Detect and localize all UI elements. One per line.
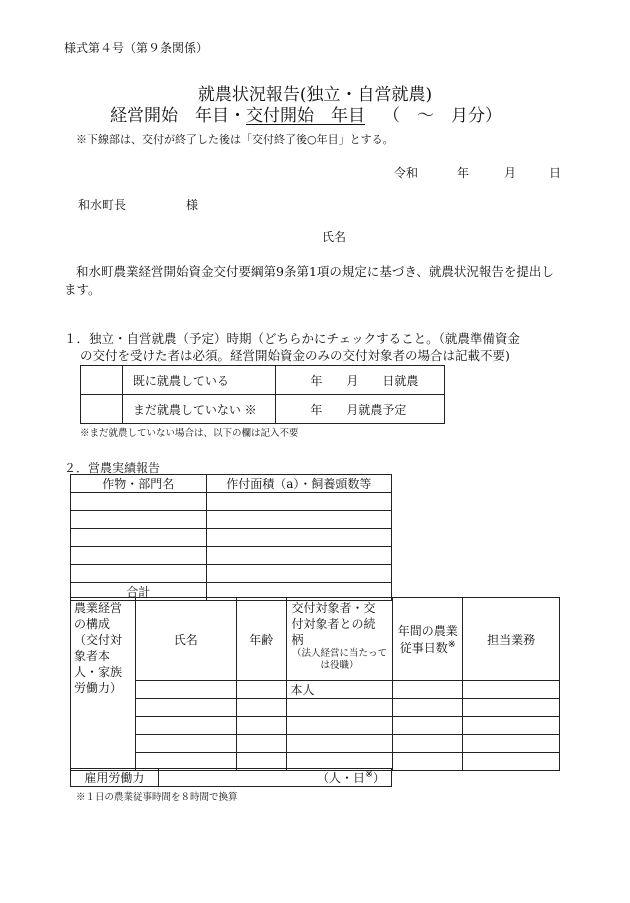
crop-cell[interactable]: [71, 493, 207, 511]
report-title: 就農状況報告(独立・自営就農): [197, 85, 433, 105]
days-cell[interactable]: [393, 681, 463, 699]
days-cell[interactable]: [393, 753, 463, 771]
subtitle-grant-year: 交付開始 年目: [246, 106, 365, 126]
table-row: [71, 717, 560, 735]
table-row: [81, 395, 445, 424]
area-header: 作付面積（a）・飼養頭数等: [206, 475, 391, 493]
duty-cell[interactable]: [463, 717, 560, 735]
date-day[interactable]: 日: [549, 166, 562, 180]
relation-cell[interactable]: [286, 717, 393, 735]
subtitle-months: （ ～ 月分）: [383, 106, 502, 126]
self-label: 本人: [286, 681, 393, 699]
crop-header: 作物・部門名: [71, 475, 207, 493]
name-header: 氏名: [135, 598, 236, 681]
already-farming-label: 既に就農している: [122, 366, 276, 395]
table-header-row: [71, 598, 560, 681]
name-cell[interactable]: [135, 735, 236, 753]
days-cell[interactable]: [393, 735, 463, 753]
farming-start-table: [80, 365, 445, 424]
total-label: 合計: [71, 583, 207, 601]
relation-header-text: 交付対象者・交付対象者との続柄: [291, 601, 376, 647]
hired-unit-mark: ※: [365, 769, 373, 780]
section1-heading: [64, 330, 564, 364]
name-cell[interactable]: [135, 681, 236, 699]
checkbox-already-farming[interactable]: [81, 366, 123, 395]
duty-cell[interactable]: [463, 735, 560, 753]
hired-labor-cell[interactable]: [158, 769, 391, 787]
hired-labor-label: 雇用労働力: [71, 769, 159, 787]
section1-title: １．独立・自営就農（予定）時期（どちらかにチェックすること。（就農準備資金: [64, 331, 520, 346]
crop-cell[interactable]: [71, 547, 207, 565]
footnote: ※１日の農業従事時間を８時間で換算: [76, 792, 238, 803]
table-header-row: [71, 475, 392, 493]
age-cell[interactable]: [236, 699, 286, 717]
form-number: 様式第４号（第９条関係）: [64, 41, 209, 55]
duty-cell[interactable]: [463, 753, 560, 771]
area-cell[interactable]: [206, 529, 391, 547]
body-text: 和水町農業経営開始資金交付要綱第9条第1項の規定に基づき、就農状況報告を提出します。: [64, 264, 554, 297]
duty-header: 担当業務: [463, 598, 560, 681]
table-row: [71, 529, 392, 547]
section1-continuation: の交付を受けた者は必須。経営開始資金のみの交付対象者の場合は記載不要): [80, 348, 510, 363]
checkbox-not-yet-farming[interactable]: [81, 395, 123, 424]
crop-table: [70, 474, 392, 601]
crop-cell[interactable]: [71, 511, 207, 529]
days-cell[interactable]: [393, 717, 463, 735]
age-header: 年齢: [236, 598, 286, 681]
date-era[interactable]: 令和: [394, 166, 419, 180]
table-row: [71, 681, 560, 699]
table-row: [71, 565, 392, 583]
underline-note: ※下線部は、交付が終了した後は「交付終了後○年目」とする。: [76, 133, 394, 146]
relation-cell[interactable]: [286, 699, 393, 717]
age-cell[interactable]: [236, 717, 286, 735]
date-year[interactable]: 年: [457, 166, 470, 180]
area-cell[interactable]: [206, 547, 391, 565]
area-cell[interactable]: [206, 511, 391, 529]
relation-header: [286, 598, 393, 681]
table-row: [71, 511, 392, 529]
section1-note: ※まだ就農していない場合は、以下の欄は記入不要: [80, 428, 299, 439]
hired-labor-table: [70, 768, 392, 787]
crop-cell[interactable]: [71, 565, 207, 583]
planned-farming-date[interactable]: 年 月就農予定: [276, 395, 445, 424]
addressee: 和水町長 様: [78, 198, 199, 212]
applicant-name-label[interactable]: 氏名: [322, 230, 347, 244]
already-farming-date[interactable]: 年 月 日就農: [276, 366, 445, 395]
table-row: [71, 547, 392, 565]
relation-cell[interactable]: [286, 735, 393, 753]
section2-title: ２．営農実績報告: [64, 461, 161, 475]
composition-label: 農業経営の構成（交付対象者本人・家族労働力）: [71, 598, 136, 771]
age-cell[interactable]: [236, 735, 286, 753]
area-cell[interactable]: [206, 565, 391, 583]
table-row: [71, 735, 560, 753]
table-row: [71, 769, 392, 787]
date-month[interactable]: 月: [504, 166, 517, 180]
report-subtitle: [110, 101, 502, 126]
table-row: [71, 699, 560, 717]
table-row: [71, 493, 392, 511]
labor-table: [70, 597, 560, 771]
crop-cell[interactable]: [71, 529, 207, 547]
age-cell[interactable]: [236, 681, 286, 699]
hired-unit-close: ）: [372, 771, 385, 785]
duty-cell[interactable]: [463, 681, 560, 699]
hired-unit: （人・日: [317, 771, 366, 785]
name-cell[interactable]: [135, 699, 236, 717]
subtitle-start-year: 経営開始 年目・: [110, 106, 246, 126]
name-cell[interactable]: [135, 717, 236, 735]
days-header-mark: ※: [447, 638, 456, 650]
table-row: [81, 366, 445, 395]
area-cell[interactable]: [206, 493, 391, 511]
days-cell[interactable]: [393, 699, 463, 717]
duty-cell[interactable]: [463, 699, 560, 717]
days-header-text: 年間の農業従事日数: [397, 623, 458, 655]
days-header: [393, 598, 463, 681]
not-yet-farming-label: まだ就農していない ※: [122, 395, 276, 424]
relation-header-sub: （法人経営に当たっては役職）: [291, 648, 387, 671]
